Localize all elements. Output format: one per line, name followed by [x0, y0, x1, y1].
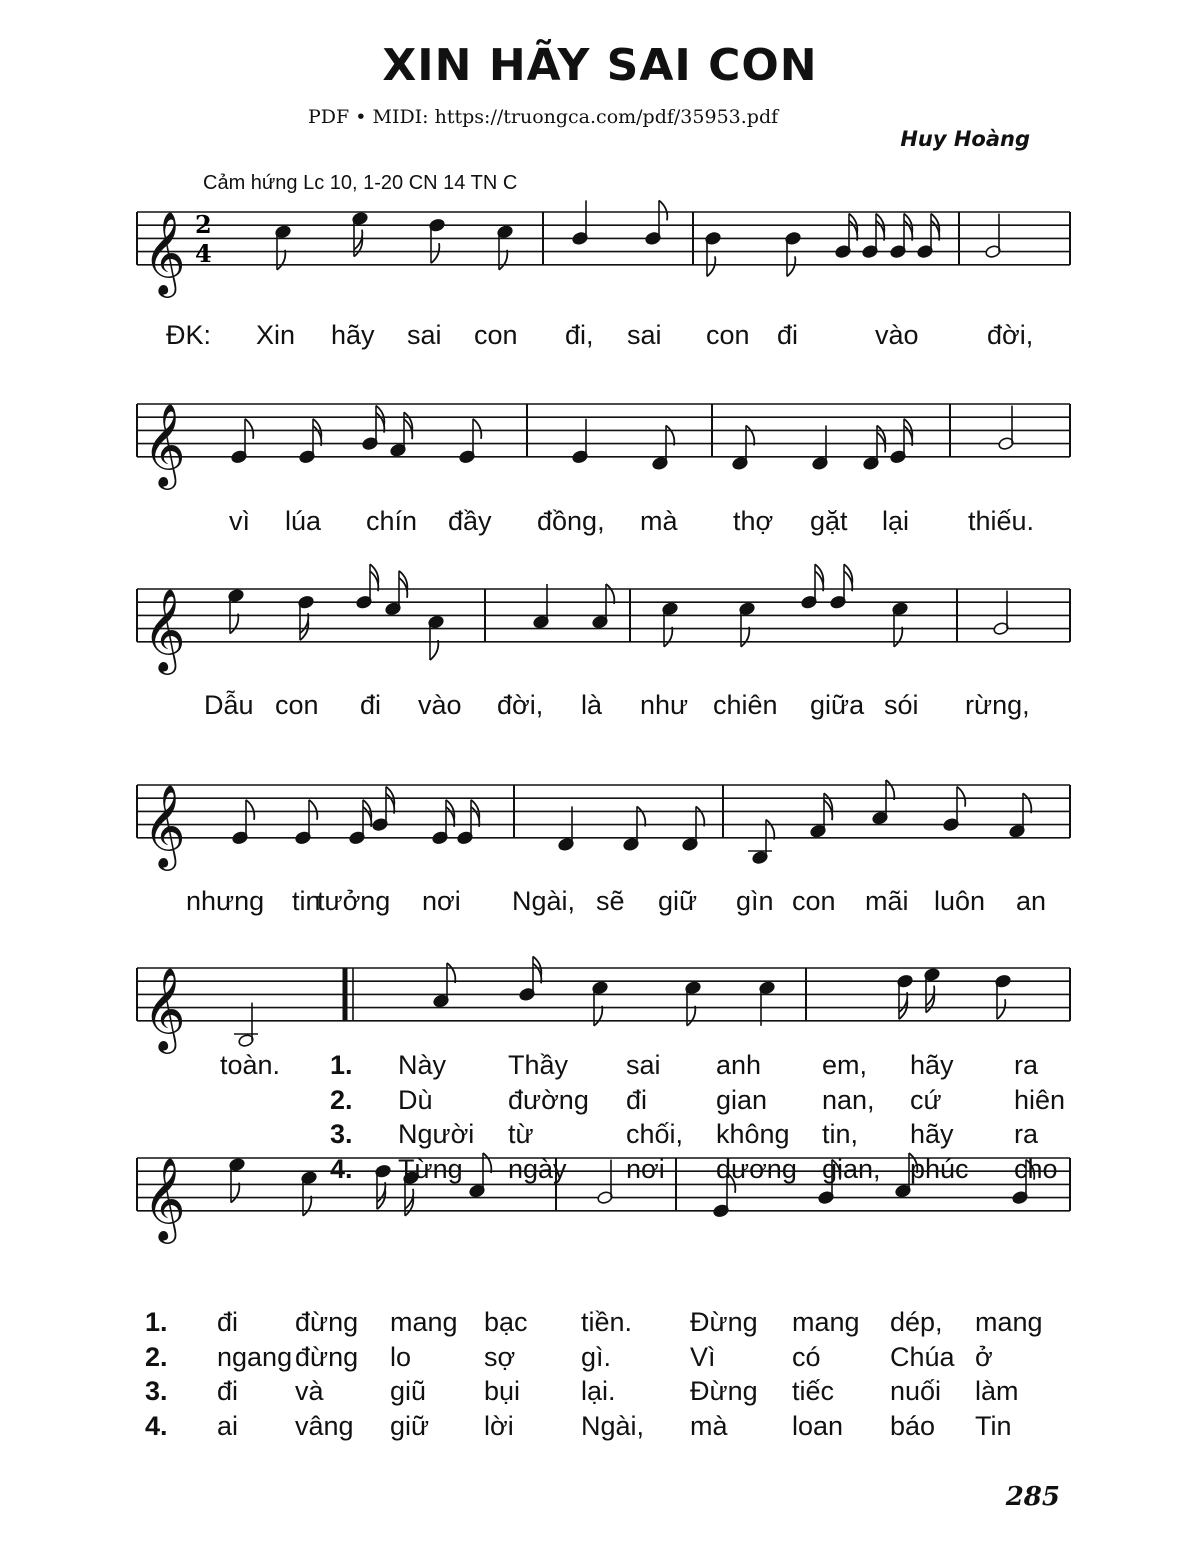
note-flag — [707, 256, 715, 276]
verse-b-word: lo — [390, 1341, 412, 1372]
verse-b-word: mang — [390, 1307, 458, 1337]
verse-a-word: gian — [716, 1084, 768, 1115]
lyric-line1-word: sai — [407, 320, 442, 350]
verse-a-word: đường — [508, 1084, 589, 1115]
verse-a-word: hãy — [910, 1119, 954, 1149]
lyric-line4-word: giữ — [658, 886, 698, 916]
verse-b-word: Ngài, — [581, 1410, 645, 1441]
treble-clef-icon: 𝄞 — [143, 1155, 186, 1240]
lyric-line2-word: đầy — [448, 506, 492, 536]
verse-a-word: gian, — [822, 1153, 881, 1184]
note-flag — [886, 780, 894, 800]
time-signature-bottom: 4 — [195, 239, 212, 268]
verse-a-word: Này — [398, 1050, 447, 1080]
note-flag — [303, 1196, 311, 1216]
source-link[interactable]: PDF • MIDI: https://truongca.com/pdf/35953.pdf — [308, 106, 779, 128]
verse-number: 1. — [145, 1307, 168, 1337]
verse-a-word: Người — [398, 1119, 475, 1149]
verse-b-word: đi — [217, 1376, 239, 1406]
verse-a-word: đi — [626, 1084, 648, 1115]
note-flag — [231, 1183, 239, 1203]
note-flag — [277, 250, 285, 270]
lyric-line3-word: đi — [360, 690, 382, 720]
note-flag — [746, 425, 754, 445]
verse-b-word: có — [792, 1341, 821, 1372]
verse-a-word: Thầy — [508, 1050, 569, 1080]
verse-a-word: hãy — [910, 1050, 954, 1080]
verse-a-word: anh — [716, 1050, 762, 1080]
lyric-line2-word: gặt — [810, 506, 848, 536]
note-flag — [230, 614, 238, 634]
verse-b-word: tiếc — [792, 1376, 835, 1406]
verse-a-word: chối, — [626, 1119, 684, 1149]
note-flag — [997, 999, 1005, 1019]
lyric-line3-word: đời, — [497, 690, 544, 720]
verse-b-word: nuối — [890, 1376, 942, 1406]
verse-b-word: tiền. — [581, 1307, 633, 1337]
verse-a-word: nan, — [822, 1084, 875, 1115]
verse-a-word: em, — [822, 1050, 868, 1080]
lyric-line2-word: thợ — [733, 506, 774, 536]
verse-number: 2. — [145, 1341, 168, 1372]
verse-b-word: dép, — [890, 1307, 943, 1337]
lyric-line1-word: Xin — [256, 320, 296, 350]
treble-clef-icon: 𝄞 — [143, 209, 186, 294]
verse-b-word: đừng — [295, 1341, 359, 1372]
verse-a-word: Từng — [398, 1153, 463, 1184]
lyric-line3-word: Dẫu — [204, 690, 254, 720]
lyric-line3-word: sói — [884, 690, 919, 720]
lyric-line4-word: nhưng — [186, 886, 265, 916]
lyric-line3-word: như — [640, 690, 689, 720]
note-flag — [894, 627, 902, 647]
treble-clef-icon: 𝄞 — [143, 965, 186, 1050]
page-number: 285 — [1005, 1482, 1060, 1512]
verse-b-word: Vì — [690, 1341, 716, 1372]
lyric-line3-word: chiên — [713, 690, 778, 720]
verse-a-word: Dù — [398, 1084, 433, 1115]
lyric-line4-word: nơi — [422, 886, 461, 916]
lyric-line1-word: đi — [777, 320, 799, 350]
lyric-line2-word: lúa — [285, 506, 322, 536]
note-flag — [659, 200, 667, 220]
verse-b-word: ở — [975, 1341, 993, 1372]
inspiration-note: Cảm hứng Lc 10, 1-20 CN 14 TN C — [203, 172, 518, 194]
treble-clef-icon: 𝄞 — [143, 401, 186, 486]
verse-a-word: hiên — [1014, 1084, 1066, 1115]
lyric-line4-word: con — [792, 886, 836, 916]
verse-b-word: mà — [690, 1410, 728, 1441]
treble-clef-icon: 𝄞 — [143, 782, 186, 867]
song-title: XIN HÃY SAI CON — [382, 40, 818, 91]
lyric-line2-word: thiếu. — [968, 506, 1035, 536]
note-flag — [483, 1153, 491, 1173]
verse-b-word: làm — [975, 1376, 1019, 1406]
note-flag — [957, 787, 965, 807]
lyric-line1-word: đời, — [987, 320, 1034, 350]
verse-a-word: ra — [1014, 1050, 1039, 1080]
lyric-line1-word: con — [474, 320, 518, 350]
verse-a-word: từ — [508, 1119, 534, 1149]
lyric-line3-word: con — [275, 690, 319, 720]
verse-a-word: cho — [1014, 1153, 1058, 1184]
note-flag — [787, 256, 795, 276]
verse-a-word: ngày — [508, 1153, 567, 1184]
verse-b-word: mang — [975, 1307, 1043, 1337]
verse-b-word: Đừng — [690, 1307, 758, 1337]
verse-number: 4. — [330, 1153, 353, 1184]
verse-b-word: bạc — [484, 1307, 528, 1337]
verse-number: 1. — [330, 1050, 353, 1080]
verse-b-word: giữ — [390, 1410, 430, 1441]
verse-b-word: ai — [217, 1410, 239, 1441]
lyric-line4-word: an — [1016, 886, 1047, 916]
verse-a-word: ra — [1014, 1119, 1039, 1149]
refrain-label: ĐK: — [166, 320, 212, 350]
note-flag — [606, 584, 614, 604]
verse-b-word: gì. — [581, 1341, 612, 1372]
verse-number: 4. — [145, 1410, 168, 1441]
time-signature-top: 2 — [195, 210, 212, 239]
lyric-line4-word: luôn — [934, 886, 986, 916]
note-flag — [245, 419, 253, 439]
note-flag — [766, 820, 774, 840]
verse-a-word: không — [716, 1119, 790, 1149]
note-flag — [666, 425, 674, 445]
verse-a-word: cứ — [910, 1084, 942, 1115]
note-flag — [473, 419, 481, 439]
verse-b-word: mang — [792, 1307, 860, 1337]
verse-b-word: lại. — [581, 1376, 616, 1406]
verse-b-word: đừng — [295, 1307, 359, 1337]
lyric-line2-word: đồng, — [537, 506, 605, 536]
verse-a-word: tin, — [822, 1119, 859, 1149]
lyric-line1-word: con — [706, 320, 750, 350]
lyric-line2-word: mà — [640, 506, 678, 536]
lyric-line1-word: hãy — [331, 320, 375, 350]
verse-a-word: nơi — [626, 1153, 665, 1184]
verse-a-word: dương — [716, 1153, 797, 1184]
verse-b-word: báo — [890, 1410, 936, 1441]
lyric-line1-word: vào — [875, 320, 919, 350]
treble-clef-icon: 𝄞 — [143, 586, 186, 671]
lyric-line3-word: là — [581, 690, 603, 720]
lyric-line4-word: tin — [292, 886, 321, 916]
note-flag — [637, 806, 645, 826]
verse-a-word: sai — [626, 1050, 661, 1080]
lyric-line2-word: vì — [229, 506, 251, 536]
note-flag — [246, 800, 254, 820]
verse-b-word: ngang — [217, 1341, 293, 1372]
verse-b-word: và — [295, 1376, 324, 1406]
note-flag — [1023, 793, 1031, 813]
verse-b-word: vâng — [295, 1410, 354, 1441]
verse-end-word: toàn. — [220, 1050, 281, 1080]
lyric-line3-word: rừng, — [965, 690, 1030, 720]
note-flag — [447, 963, 455, 983]
lyric-line4-word: tưởng — [317, 886, 391, 916]
lyric-line4-word: gìn — [736, 886, 774, 916]
verse-b-word: bụi — [484, 1376, 521, 1406]
note-flag — [431, 243, 439, 263]
verse-b-word: đi — [217, 1307, 239, 1337]
note-flag — [664, 627, 672, 647]
verse-b-word: Tin — [975, 1410, 1012, 1441]
lyric-line2-word: lại — [882, 506, 910, 536]
verse-number: 3. — [330, 1119, 353, 1149]
note-flag — [430, 640, 438, 660]
note-flag — [499, 250, 507, 270]
verse-b-word: Đừng — [690, 1376, 758, 1406]
note-flag — [687, 1006, 695, 1026]
lyric-line4-word: Ngài, — [512, 886, 576, 916]
lyric-line3-word: giữa — [810, 690, 865, 720]
lyric-line1-word: sai — [627, 320, 662, 350]
verse-a-word: phúc — [910, 1153, 969, 1184]
verse-b-word: giũ — [390, 1376, 427, 1406]
verse-number: 2. — [330, 1084, 353, 1115]
note-flag — [696, 806, 704, 826]
verse-b-word: Chúa — [890, 1341, 955, 1372]
note-flag — [741, 627, 749, 647]
lyric-line1-word: đi, — [565, 320, 594, 350]
verse-b-word: lời — [484, 1410, 514, 1441]
composer-name: Huy Hoàng — [900, 127, 1030, 151]
note-flag — [309, 800, 317, 820]
lyric-line4-word: mãi — [865, 886, 909, 916]
lyric-line2-word: chín — [366, 506, 418, 536]
verse-b-word: loan — [792, 1410, 844, 1441]
verse-number: 3. — [145, 1376, 168, 1406]
lyric-line4-word: sẽ — [596, 886, 625, 916]
verse-b-word: sợ — [484, 1341, 516, 1372]
note-flag — [594, 1006, 602, 1026]
lyric-line3-word: vào — [418, 690, 462, 720]
